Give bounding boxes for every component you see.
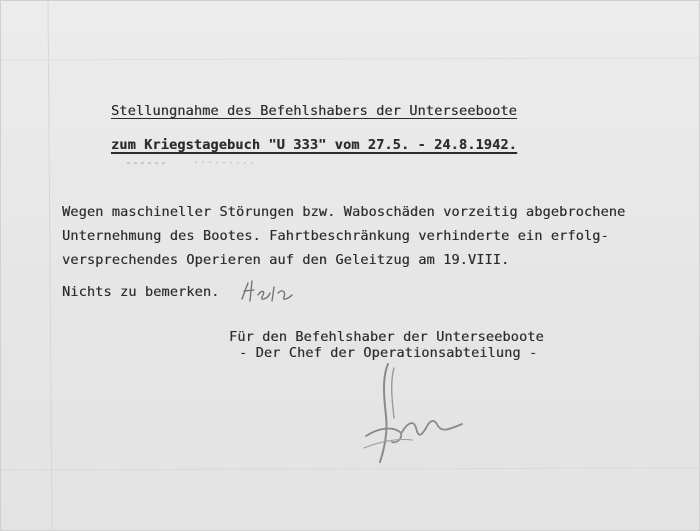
document-subtitle: zum Kriegstagebuch "U 333" vom 27.5. - 24.8.1942. — [111, 137, 517, 153]
body-line-2: Unternehmung des Bootes. Fahrtbeschränkung verhinderte ein erfolg- — [62, 228, 609, 244]
document-title: Stellungnahme des Befehlshabers der Unterseeboote — [111, 103, 517, 119]
body-line-1: Wegen maschineller Störungen bzw. Waboschäden vorzeitig abgebrochene — [62, 204, 626, 220]
body-line-4: Nichts zu bemerken. — [62, 284, 220, 300]
ink-smudge — [125, 159, 255, 167]
closing-line-1: Für den Befehlshaber der Unterseeboote — [229, 329, 544, 345]
closing-line-2: - Der Chef der Operationsabteilung - — [239, 345, 538, 361]
handwritten-signature — [358, 358, 478, 473]
handwritten-initials — [238, 277, 296, 305]
body-line-3: versprechendes Operieren auf den Geleitzug am 19.VIII. — [62, 252, 510, 268]
